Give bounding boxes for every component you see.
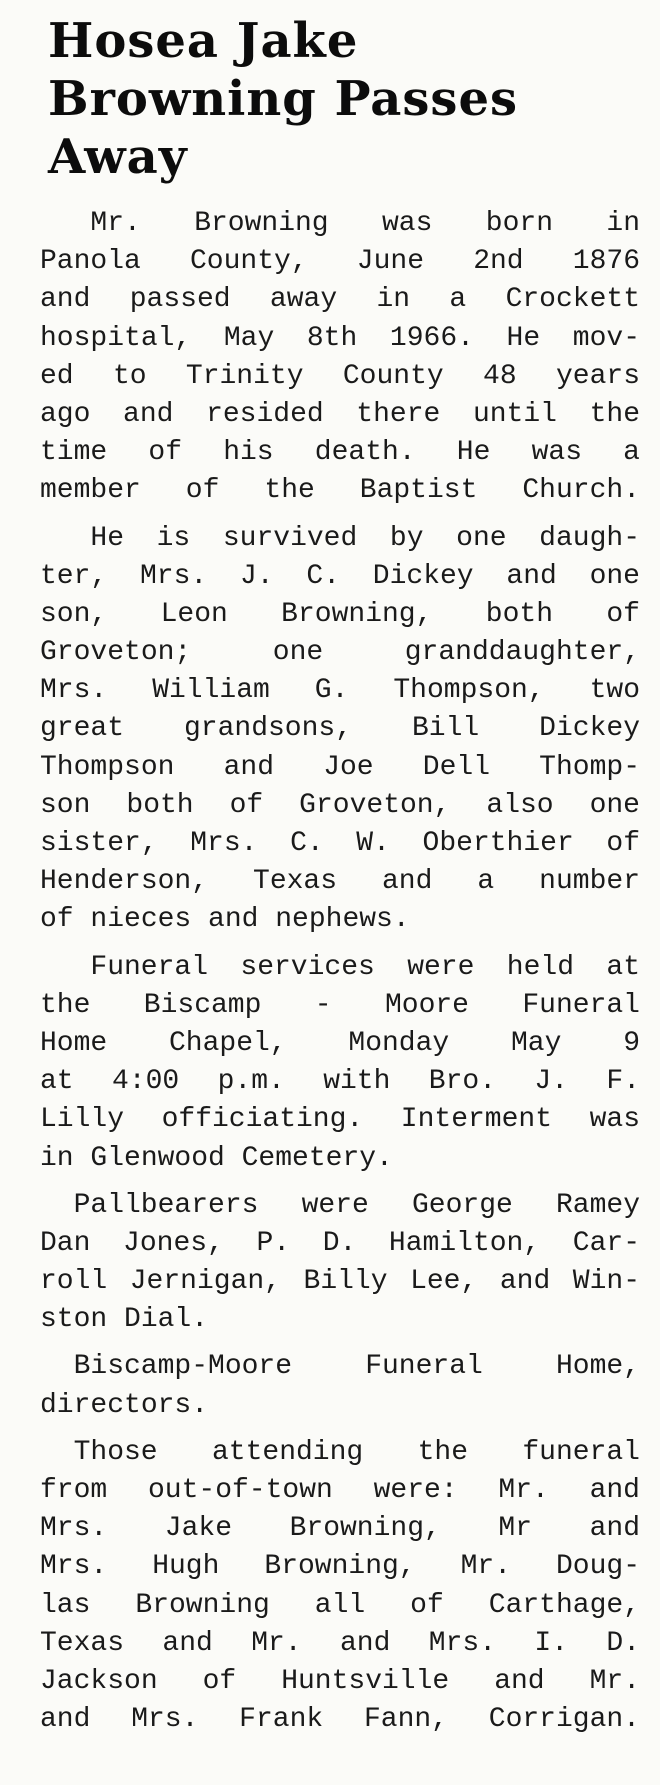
text-line: Henderson, Texas and a number: [40, 866, 640, 898]
text-line: time of his death. He was a: [40, 437, 640, 469]
text-line: hospital, May 8th 1966. He mov-: [40, 322, 640, 354]
text-line: son both of Groveton, also one: [40, 789, 640, 821]
text-line: great grandsons, Bill Dickey: [40, 713, 640, 745]
text-line: las Browning all of Carthage,: [40, 1589, 640, 1621]
headline-line: Browning Passes: [48, 71, 519, 127]
text-line: directors.: [40, 1389, 209, 1421]
text-line: ago and resided there until the: [40, 398, 640, 430]
text-line: Jackson of Huntsville and Mr.: [40, 1665, 640, 1697]
text-line: He is survived by one daugh-: [90, 522, 640, 554]
text-line: the Biscamp - Moore Funeral: [40, 989, 640, 1021]
headline-line: Away: [48, 129, 188, 185]
text-line: ter, Mrs. J. C. Dickey and one: [40, 560, 640, 592]
article-body: [40, 205, 640, 1748]
text-line: Lilly officiating. Interment was: [40, 1104, 640, 1136]
text-line: son, Leon Browning, both of: [40, 598, 640, 630]
text-line: and passed away in a Crockett: [40, 284, 640, 316]
text-line: Funeral services were held at: [90, 951, 640, 983]
text-line: at 4:00 p.m. with Bro. J. F.: [40, 1066, 640, 1098]
headline: [48, 12, 648, 186]
paragraph-attendees: [40, 1434, 640, 1740]
text-line: Panola County, June 2nd 1876: [40, 246, 640, 278]
headline-line: Hosea Jake: [48, 13, 359, 69]
text-line: from out-of-town were: Mr. and: [40, 1475, 640, 1506]
text-line: in Glenwood Cemetery.: [40, 1142, 393, 1174]
text-line: Mr. Browning was born in: [90, 208, 640, 239]
text-line: ston Dial.: [40, 1304, 209, 1336]
text-line: Biscamp-Moore Funeral Home,: [73, 1351, 640, 1383]
text-line: Mrs. Hugh Browning, Mr. Doug-: [40, 1551, 640, 1583]
paragraph-services: [40, 949, 640, 1178]
text-line: Groveton; one granddaughter,: [40, 637, 640, 669]
text-line: Dan Jones, P. D. Hamilton, Car-: [40, 1227, 640, 1259]
text-line: and Mrs. Frank Fann, Corrigan.: [40, 1704, 640, 1736]
text-line: member of the Baptist Church.: [40, 475, 640, 507]
text-line: Those attending the funeral: [73, 1436, 640, 1468]
paragraph-birth: [40, 205, 640, 511]
text-line: Pallbearers were George Ramey: [73, 1189, 640, 1221]
paragraph-directors: [40, 1348, 640, 1424]
text-line: Home Chapel, Monday May 9: [40, 1027, 640, 1059]
text-line: sister, Mrs. C. W. Oberthier of: [40, 828, 640, 859]
text-line: ed to Trinity County 48 years: [40, 360, 640, 392]
text-line: Texas and Mr. and Mrs. I. D.: [40, 1627, 640, 1659]
text-line: roll Jernigan, Billy Lee, and Win-: [40, 1266, 640, 1298]
paragraph-survivors: [40, 520, 640, 940]
text-line: Mrs. Jake Browning, Mr and: [40, 1513, 640, 1545]
paragraph-pallbearers: [40, 1187, 640, 1340]
text-line: Mrs. William G. Thompson, two: [40, 675, 640, 707]
text-line: Thompson and Joe Dell Thomp-: [40, 751, 640, 783]
text-line: of nieces and nephews.: [40, 904, 410, 936]
